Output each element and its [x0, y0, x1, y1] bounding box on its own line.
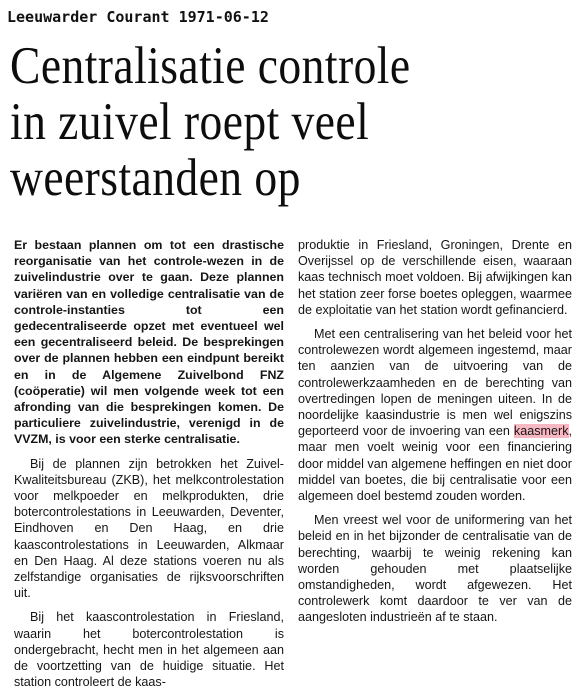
text-span: Met een centralisering van het beleid voor het controlewezen wordt algemeen ingestemd, maar ten aanzien van de uitvoering van de controlewerkzaamheden en de berechting van overtredingen lopen de meningen uiteen. In de noordelijke kaasindustrie is men wel enigszins geporteerd voor de invoering van een	[298, 327, 572, 439]
article-column-right	[298, 237, 572, 634]
highlighted-term: kaasmerk	[513, 424, 569, 439]
text-span: , maar men voelt weinig voor een financiering door middel van algemene heffingen en niet door middel van boetes, die bij centralisatie voor een algemeen doel bestemd zouden worden.	[298, 424, 572, 504]
article-paragraph: produktie in Friesland, Groningen, Drente en Overijssel op de verschillende eisen, waaraan kaas technisch moet voldoen. Bij afwijkingen kan het station zeer forse boetes opleggen, waarmee de exploitatie van het station wordt gefinancierd.	[298, 238, 572, 317]
article-paragraph: Bij de plannen zijn betrokken het Zuivel-Kwaliteitsbureau (ZKB), het melkcontrolestation voor melkpoeder en melkprodukten, drie botercontrolestations in Leeuwarden, Deventer, Eindhoven en Den Haag, en drie kaascontrolestations in Leeuwarden, Alkmaar en Den Haag. Al deze stations voeren nu als zelfstandige organisaties de rijksvoorschriften uit.	[14, 456, 284, 601]
article-paragraph: Men vreest wel voor de uniformering van het beleid en in het bijzonder de centralisatie van de berechting, waarbij te weinig rekening kan worden gehouden met plaatselijke omstandigheden, wordt afgewezen. Het controlewerk komt daardoor te ver van de aangesloten industrieën af te staan.	[298, 513, 572, 625]
headline-line-3: weerstanden op	[10, 149, 301, 207]
headline	[10, 38, 578, 206]
article-paragraph: Bij het kaascontrolestation in Friesland, waarin het botercontrolestation is ondergebracht, hecht men in het algemeen aan de voortzetting van de huidige situatie. Het station controleert de kaas-	[14, 610, 284, 690]
source-line: Leeuwarder Courant 1971-06-12	[7, 8, 269, 26]
headline-line-1: Centralisatie controle	[10, 37, 411, 95]
article-intro: Er bestaan plannen om tot een drastische reorganisatie van het controle-wezen in de zuivelindustrie over te gaan. Deze plannen variëren van en volledige centralisatie van de controle-instanties tot een gedecentraliseerde opzet met eventueel wel een gecentraliseerd beleid. De besprekingen over de plannen hebben een eindpunt bereikt en in de Algemene Zuivelbond FNZ (coöperatie) wil men volgende week tot een afronding van die besprekingen komen. De particuliere zuivelindustrie, verenigd in de VVZM, is voor een sterke centralisatie.	[14, 238, 284, 447]
headline-line-2: in zuivel roept veel	[10, 93, 370, 151]
article-column-left	[14, 237, 284, 698]
article-paragraph	[298, 326, 572, 504]
